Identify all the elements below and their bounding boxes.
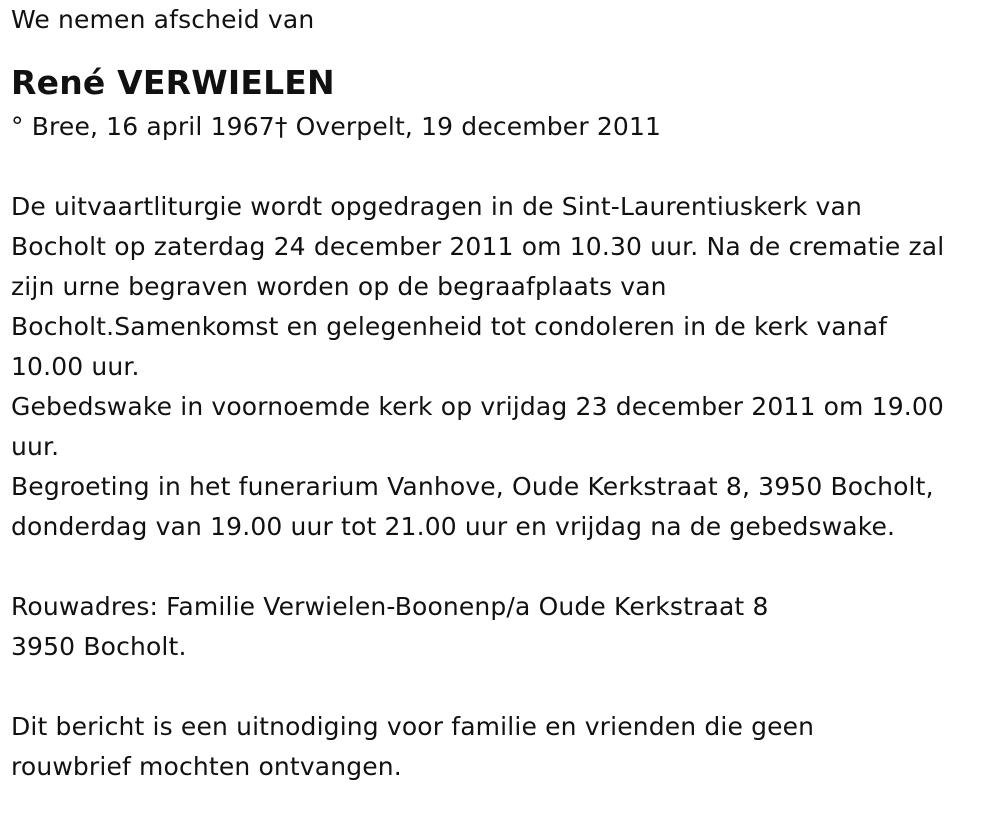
- address-line: Rouwadres: Familie Verwielen-Boonenp/a Oude Kerkstraat 8: [11, 592, 769, 621]
- spacer: [11, 547, 991, 587]
- ceremony-line: uur.: [11, 432, 60, 461]
- spacer: [11, 667, 991, 707]
- birth-death-dates: ° Bree, 16 april 1967† Overpelt, 19 december 2011: [11, 112, 662, 141]
- closing-paragraph: [11, 707, 991, 787]
- closing-line: rouwbrief mochten ontvangen.: [11, 752, 402, 781]
- address-line: 3950 Bocholt.: [11, 632, 187, 661]
- ceremony-line: Bocholt op zaterdag 24 december 2011 om 10.30 uur. Na de crematie zal: [11, 232, 945, 261]
- ceremony-line: De uitvaartliturgie wordt opgedragen in de Sint-Laurentiuskerk van: [11, 192, 862, 221]
- ceremony-line: Begroeting in het funerarium Vanhove, Oude Kerkstraat 8, 3950 Bocholt,: [11, 472, 934, 501]
- ceremony-line: Gebedswake in voornoemde kerk op vrijdag 23 december 2011 om 19.00: [11, 392, 944, 421]
- ceremony-line: Bocholt.Samenkomst en gelegenheid tot condoleren in de kerk vanaf: [11, 312, 888, 341]
- spacer: [11, 147, 991, 187]
- ceremony-paragraph: [11, 187, 991, 547]
- closing-line: Dit bericht is een uitnodiging voor familie en vrienden die geen: [11, 712, 815, 741]
- death-notice: [11, 0, 991, 787]
- mourning-address: [11, 587, 991, 667]
- ceremony-line: donderdag van 19.00 uur tot 21.00 uur en vrijdag na de gebedswake.: [11, 512, 896, 541]
- intro-text: We nemen afscheid van: [11, 5, 315, 34]
- deceased-name: René VERWIELEN: [11, 63, 335, 102]
- ceremony-line: 10.00 uur.: [11, 352, 140, 381]
- ceremony-line: zijn urne begraven worden op de begraafplaats van: [11, 272, 667, 301]
